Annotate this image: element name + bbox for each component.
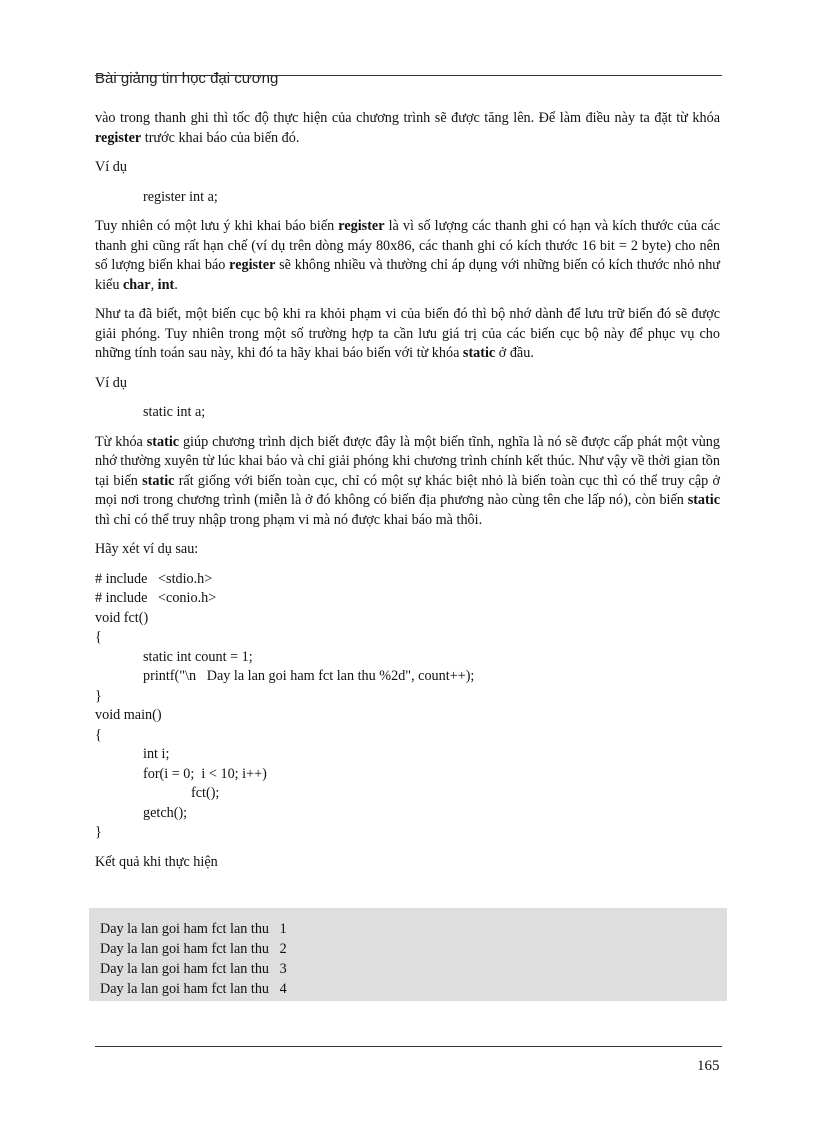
code-line: # include <stdio.h>	[95, 570, 213, 587]
code-line: # include <conio.h>	[95, 590, 217, 606]
consider-example-label: Hãy xét ví dụ sau:	[95, 541, 199, 557]
keyword-char: char	[122, 276, 151, 293]
example-code-static: static int a;	[143, 404, 206, 420]
program-output-box	[89, 908, 727, 1001]
code-line: static int count = 1;	[143, 648, 253, 665]
keyword-int: int	[157, 276, 175, 293]
code-line: printf("\n Day la lan goi ham fct lan thu %2d", count++);	[143, 668, 475, 684]
code-line: }	[95, 687, 102, 704]
output-line: Day la lan goi ham fct lan thu 3	[100, 961, 287, 977]
example-label: Ví dụ	[95, 159, 127, 175]
output-line: Day la lan goi ham fct lan thu 2	[100, 941, 287, 957]
code-line: {	[95, 629, 102, 645]
code-line: {	[95, 726, 102, 743]
paragraph-static-explain: Từ khóa static giúp chương trình dịch biết được đây là một biến tĩnh, nghĩa là nó sẽ được cấp phát một vùng nhớ thường xuyên từ lúc khai báo và chỉ giải phóng khi chương trình chính kết thúc. Như vậy về thời gian tồn tại biến static rất giống với biến toàn cục, chỉ có một sự khác biệt nhỏ là biến toàn cục thì có thể truy cập ở mọi nơi trong chương trình (miễn là ở đó không có biến địa phương nào cùng tên che lấp nó), còn biến static thì chỉ có thể truy nhập trong phạm vi mà nó được khai báo mà thôi.	[95, 433, 721, 528]
code-line: void fct()	[95, 609, 149, 626]
code-line: }	[95, 824, 102, 840]
paragraph-register-intro: vào trong thanh ghi thì tốc độ thực hiện của chương trình sẽ được tăng lên. Để làm điều này ta đặt từ khóa register trước khai báo của biến đó.	[95, 110, 720, 146]
paragraph-static-intro: Như ta đã biết, một biến cục bộ khi ra khỏi phạm vi của biến đó thì bộ nhớ dành để lưu trữ biến đó sẽ được giải phóng. Tuy nhiên trong một số trường hợp ta cần lưu giá trị của các biến cục bộ này để phục vụ cho những tính toán sau này, khi đó ta hãy khai báo biến với từ khóa static ở đầu.	[95, 306, 720, 361]
output-line: Day la lan goi ham fct lan thu 1	[100, 921, 287, 937]
code-listing	[95, 570, 720, 843]
result-label: Kết quả khi thực hiện	[95, 853, 218, 870]
keyword-register: register	[95, 129, 142, 146]
output-line: Day la lan goi ham fct lan thu 4	[100, 981, 287, 997]
keyword-static: static	[687, 492, 720, 508]
example-code-register: register int a;	[143, 188, 218, 205]
paragraph-register-note: Tuy nhiên có một lưu ý khi khai báo biến register là vì số lượng các thanh ghi có hạn và kích thước của các thanh ghi cũng rất hạn chế (ví dụ trên dòng máy 80x86, các thanh ghi có kích thước 16 bit = 2 byte) cho nên số lượng biến khai báo register sẽ không nhiều và thường chỉ áp dụng với những biến có kích thước nhỏ như kiểu char, int.	[95, 218, 720, 293]
code-line: fct();	[191, 785, 220, 801]
keyword-static: static	[142, 472, 175, 489]
keyword-register: register	[338, 218, 385, 234]
code-line: void main()	[95, 707, 162, 723]
footer-rule	[95, 1046, 722, 1047]
keyword-static: static	[146, 433, 180, 450]
header-rule	[95, 75, 722, 76]
keyword-register: register	[229, 257, 276, 273]
code-line: int i;	[143, 746, 170, 762]
code-line: for(i = 0; i < 10; i++)	[143, 765, 267, 782]
code-line: getch();	[143, 804, 188, 821]
page-number: 165	[697, 1058, 720, 1074]
page-header-title: Bài giảng tin học đại cương	[95, 70, 279, 87]
main-content	[95, 109, 720, 882]
example-label: Ví dụ	[95, 374, 127, 391]
keyword-static: static	[462, 345, 496, 361]
